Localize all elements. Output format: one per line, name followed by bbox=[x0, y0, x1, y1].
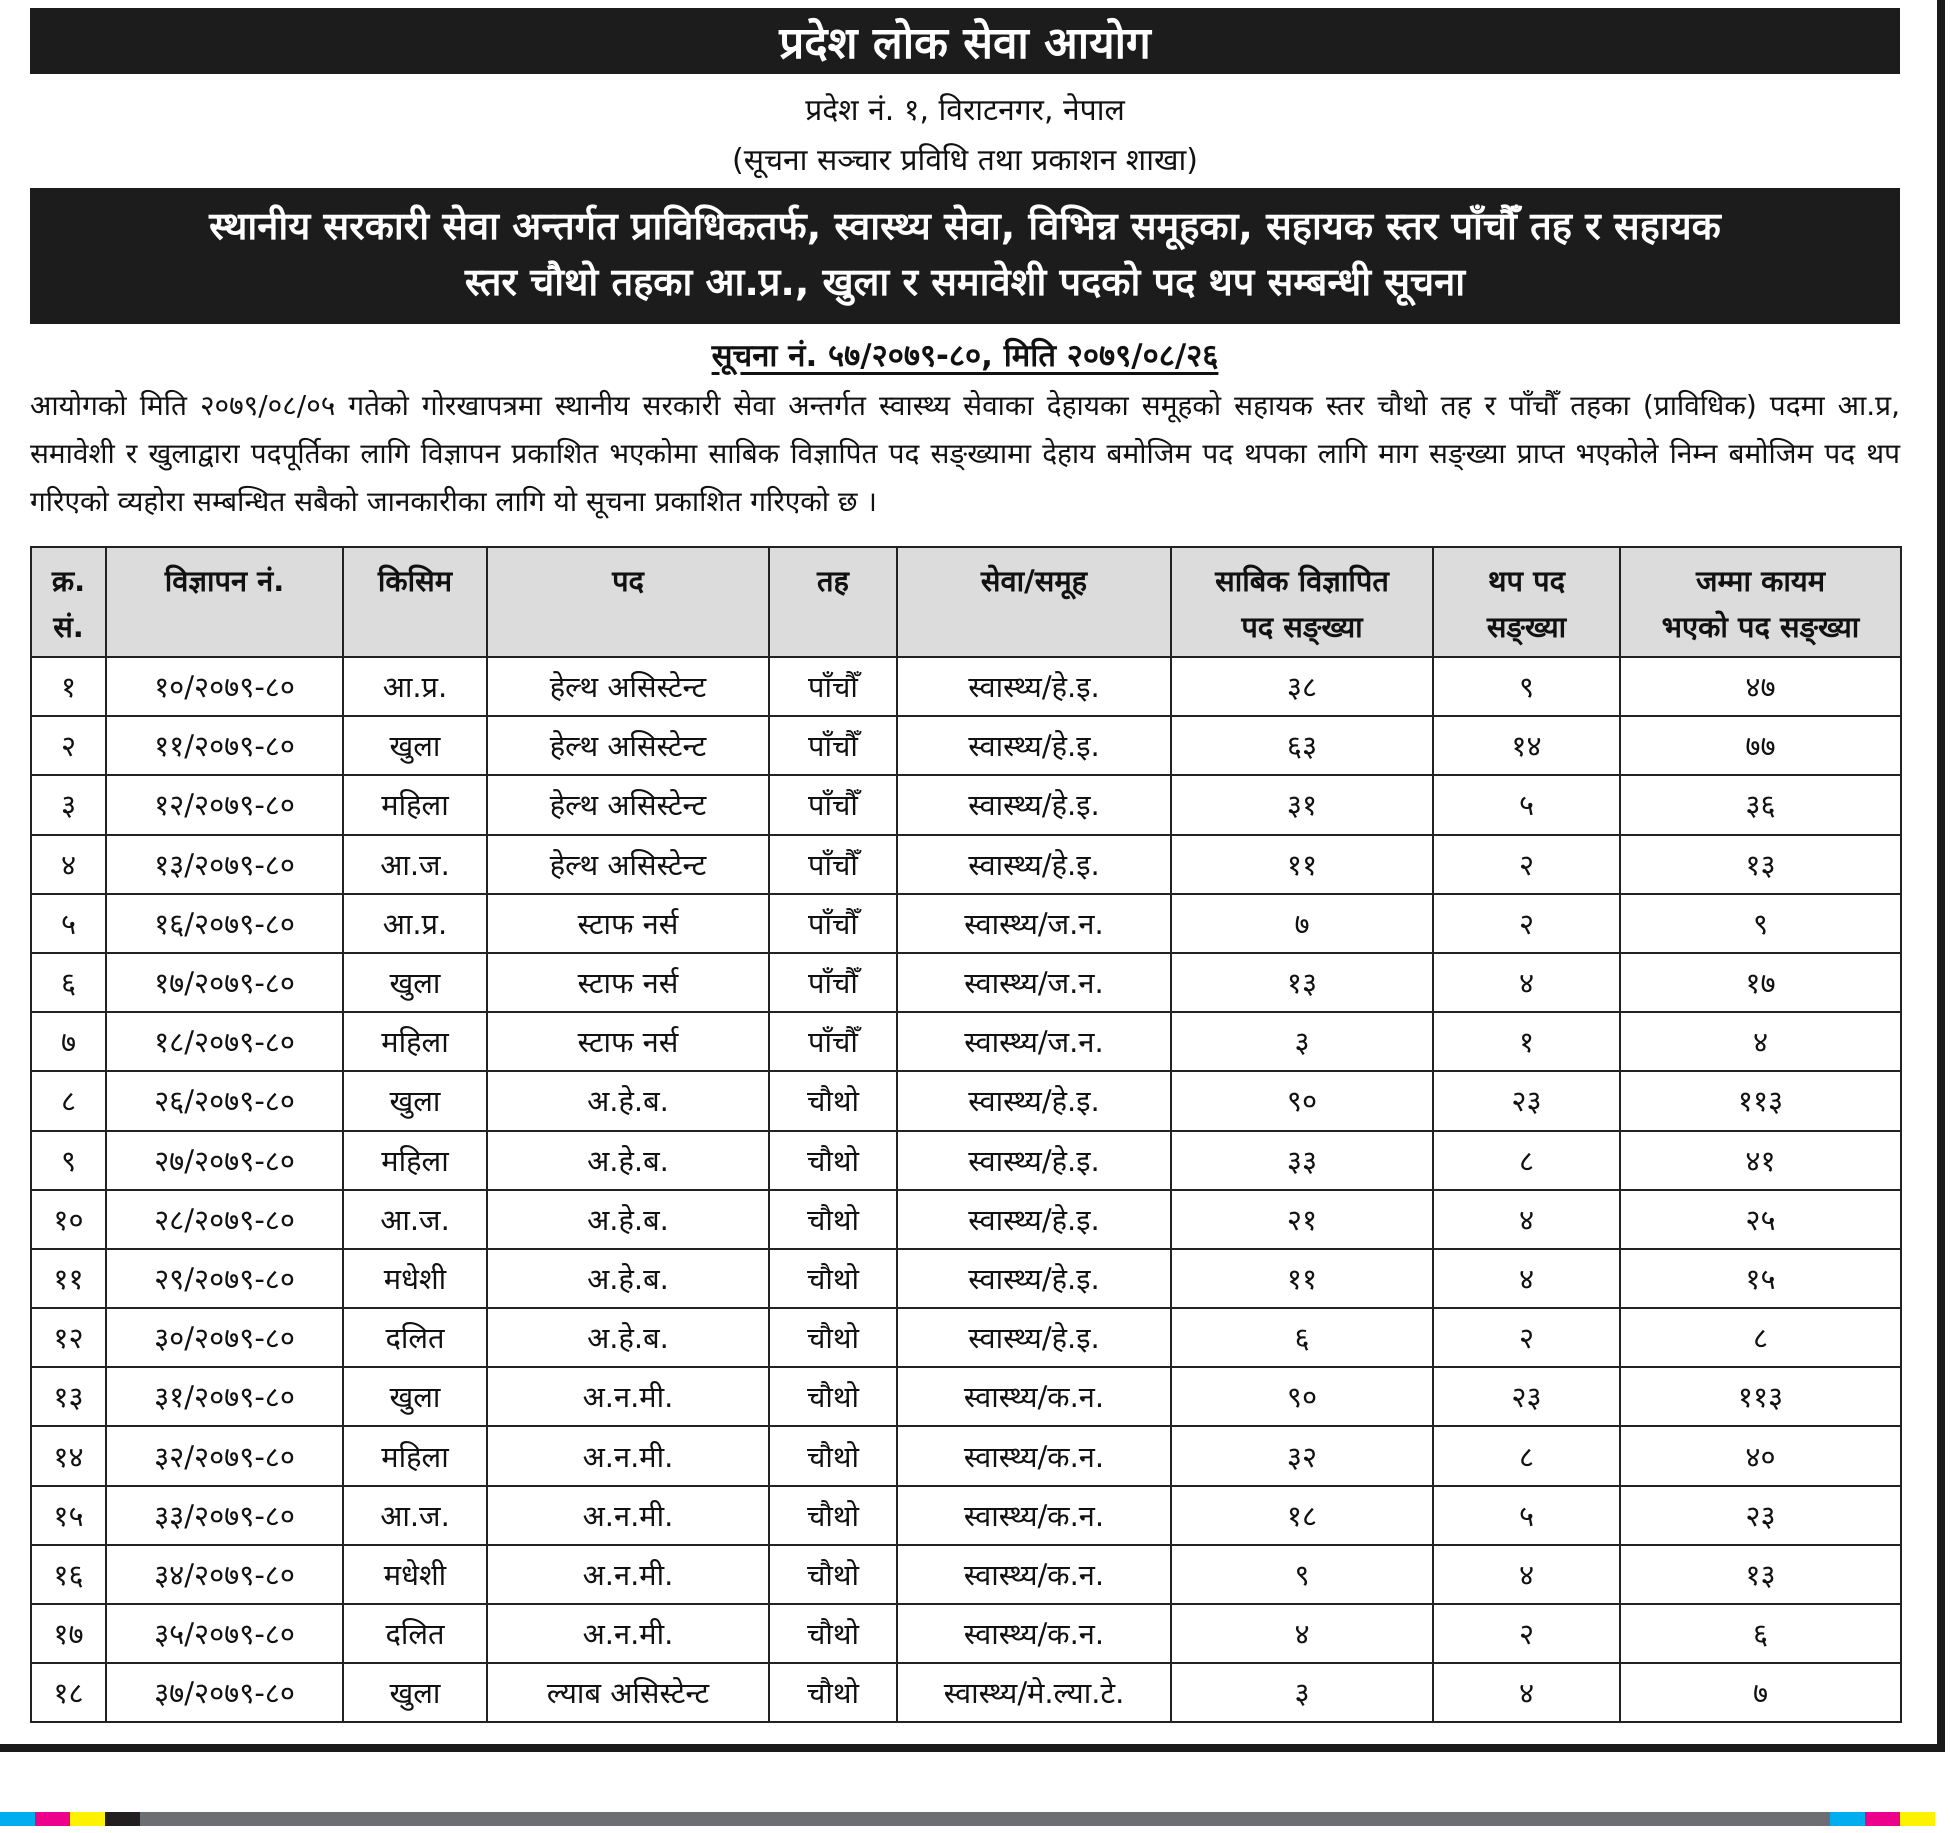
sn-cell: १२ bbox=[31, 1308, 106, 1367]
sn-cell: १६ bbox=[31, 1545, 106, 1604]
previous-posts-cell: ६३ bbox=[1171, 716, 1433, 775]
sn-cell: १३ bbox=[31, 1367, 106, 1426]
previous-posts-cell: ३८ bbox=[1171, 657, 1433, 716]
level-cell: चौथो bbox=[769, 1308, 897, 1367]
level-cell: पाँचौँ bbox=[769, 657, 897, 716]
previous-posts-cell: ९० bbox=[1171, 1367, 1433, 1426]
previous-posts-cell: ७ bbox=[1171, 894, 1433, 953]
color-swatch bbox=[70, 1812, 105, 1826]
category-cell: खुला bbox=[343, 1071, 487, 1130]
total-posts-cell: ४० bbox=[1620, 1426, 1901, 1485]
sn-cell: ९ bbox=[31, 1131, 106, 1190]
category-header bbox=[343, 547, 487, 657]
previous-posts-cell: ९० bbox=[1171, 1071, 1433, 1130]
added-posts-header bbox=[1433, 547, 1620, 657]
added-posts-cell: २ bbox=[1433, 1308, 1620, 1367]
total-posts-cell: ९ bbox=[1620, 894, 1901, 953]
header-label-line2: सङ्ख्या bbox=[1486, 610, 1567, 644]
table-row bbox=[31, 1604, 1901, 1663]
category-cell: खुला bbox=[343, 1663, 487, 1722]
category-cell: मधेशी bbox=[343, 1249, 487, 1308]
level-header bbox=[769, 547, 897, 657]
service-group-cell: स्वास्थ्य/हे.इ. bbox=[897, 716, 1171, 775]
table-body bbox=[31, 657, 1901, 1722]
table-row bbox=[31, 1071, 1901, 1130]
notice-body: आयोगको मिति २०७९/०८/०५ गतेको गोरखापत्रमा स्थानीय सरकारी सेवा अन्तर्गत स्वास्थ्य सेवाका देहायका समूहको सहायक स्तर चौथो तह र पाँचौँ तहका (प्राविधिक) पदमा आ.प्र, समावेशी र खुलाद्वारा पदपूर्तिका लागि विज्ञापन प्रकाशित भएकोमा साबिक विज्ञापित पद सङ्ख्यामा देहाय बमोजिम पद थपका लागि माग सङ्ख्या प्राप्त भएकोले निम्न बमोजिम पद थप गरिएको व्यहोरा सम्बन्धित सबैको जानकारीका लागि यो सूचना प्रकाशित गरिएको छ । bbox=[30, 389, 1900, 518]
service-group-cell: स्वास्थ्य/मे.ल्या.टे. bbox=[897, 1663, 1171, 1722]
post-cell: अ.न.मी. bbox=[487, 1367, 769, 1426]
service-group-cell: स्वास्थ्य/क.न. bbox=[897, 1604, 1171, 1663]
table-row bbox=[31, 1131, 1901, 1190]
previous-posts-cell: ४ bbox=[1171, 1604, 1433, 1663]
level-cell: पाँचौँ bbox=[769, 1012, 897, 1071]
header-label-line2: भएको पद सङ्ख्या bbox=[1661, 610, 1860, 644]
advert-no-cell: १०/२०७९-८० bbox=[106, 657, 343, 716]
category-cell: महिला bbox=[343, 1131, 487, 1190]
level-cell: चौथो bbox=[769, 1249, 897, 1308]
post-cell: स्टाफ नर्स bbox=[487, 894, 769, 953]
previous-posts-cell: ३३ bbox=[1171, 1131, 1433, 1190]
added-posts-cell: ५ bbox=[1433, 1486, 1620, 1545]
sn-cell: ३ bbox=[31, 775, 106, 834]
header-label: साबिक विज्ञापित bbox=[1215, 564, 1389, 598]
header-label: तह bbox=[817, 564, 849, 598]
level-cell: चौथो bbox=[769, 1190, 897, 1249]
total-posts-cell: ४ bbox=[1620, 1012, 1901, 1071]
total-posts-cell: २५ bbox=[1620, 1190, 1901, 1249]
category-cell: आ.प्र. bbox=[343, 894, 487, 953]
previous-posts-cell: ३ bbox=[1171, 1663, 1433, 1722]
header-label: विज्ञापन नं. bbox=[164, 564, 285, 598]
previous-posts-cell: ३१ bbox=[1171, 775, 1433, 834]
previous-posts-header bbox=[1171, 547, 1433, 657]
post-cell: अ.हे.ब. bbox=[487, 1190, 769, 1249]
total-posts-cell: ८ bbox=[1620, 1308, 1901, 1367]
advert-no-cell: १३/२०७९-८० bbox=[106, 835, 343, 894]
added-posts-cell: २ bbox=[1433, 894, 1620, 953]
branch-name: (सूचना सञ्चार प्रविधि तथा प्रकाशन शाखा) bbox=[731, 143, 1198, 178]
level-cell: चौथो bbox=[769, 1604, 897, 1663]
notice-subject bbox=[30, 188, 1900, 324]
table-row bbox=[31, 716, 1901, 775]
color-swatch bbox=[0, 1812, 35, 1826]
table-header-row bbox=[31, 547, 1901, 657]
service-group-cell: स्वास्थ्य/क.न. bbox=[897, 1486, 1171, 1545]
notice-subject-line2: स्तर चौथो तहका आ.प्र., खुला र समावेशी पदको पद थप सम्बन्धी सूचना bbox=[464, 260, 1466, 304]
post-cell: हेल्थ असिस्टेन्ट bbox=[487, 657, 769, 716]
advert-no-cell: १२/२०७९-८० bbox=[106, 775, 343, 834]
level-cell: चौथो bbox=[769, 1545, 897, 1604]
post-cell: अ.न.मी. bbox=[487, 1426, 769, 1485]
advert-no-cell: ३२/२०७९-८० bbox=[106, 1426, 343, 1485]
category-cell: दलित bbox=[343, 1604, 487, 1663]
added-posts-cell: २३ bbox=[1433, 1071, 1620, 1130]
notice-number-text: सूचना नं. ५७/२०७९-८०, मिति २०७९/०८/२६ bbox=[711, 338, 1219, 374]
advert-no-cell: ३१/२०७९-८० bbox=[106, 1367, 343, 1426]
previous-posts-cell: ३२ bbox=[1171, 1426, 1433, 1485]
added-posts-cell: २ bbox=[1433, 835, 1620, 894]
category-cell: आ.प्र. bbox=[343, 657, 487, 716]
advert-no-cell: ११/२०७९-८० bbox=[106, 716, 343, 775]
header-label: सेवा/समूह bbox=[980, 564, 1088, 598]
service-group-cell: स्वास्थ्य/क.न. bbox=[897, 1545, 1171, 1604]
sn-cell: ११ bbox=[31, 1249, 106, 1308]
advert-no-cell: ३७/२०७९-८० bbox=[106, 1663, 343, 1722]
category-cell: महिला bbox=[343, 1012, 487, 1071]
table-row bbox=[31, 1308, 1901, 1367]
level-cell: चौथो bbox=[769, 1367, 897, 1426]
post-header bbox=[487, 547, 769, 657]
post-cell: अ.न.मी. bbox=[487, 1486, 769, 1545]
post-cell: अ.हे.ब. bbox=[487, 1249, 769, 1308]
level-cell: चौथो bbox=[769, 1663, 897, 1722]
added-posts-cell: ४ bbox=[1433, 1190, 1620, 1249]
category-cell: खुला bbox=[343, 716, 487, 775]
table-row bbox=[31, 1249, 1901, 1308]
category-cell: आ.ज. bbox=[343, 835, 487, 894]
service-group-cell: स्वास्थ्य/हे.इ. bbox=[897, 657, 1171, 716]
header-label: क्र. bbox=[51, 564, 86, 598]
advert-no-header bbox=[106, 547, 343, 657]
added-posts-cell: १ bbox=[1433, 1012, 1620, 1071]
level-cell: चौथो bbox=[769, 1071, 897, 1130]
header-label: किसिम bbox=[377, 564, 453, 598]
total-posts-cell: ६ bbox=[1620, 1604, 1901, 1663]
service-group-header bbox=[897, 547, 1171, 657]
service-group-cell: स्वास्थ्य/हे.इ. bbox=[897, 1190, 1171, 1249]
service-group-cell: स्वास्थ्य/हे.इ. bbox=[897, 1071, 1171, 1130]
total-posts-cell: ७ bbox=[1620, 1663, 1901, 1722]
service-group-cell: स्वास्थ्य/क.न. bbox=[897, 1426, 1171, 1485]
table-row bbox=[31, 953, 1901, 1012]
color-swatch bbox=[105, 1812, 140, 1826]
total-posts-cell: १३ bbox=[1620, 835, 1901, 894]
added-posts-cell: ४ bbox=[1433, 1663, 1620, 1722]
color-swatch bbox=[140, 1812, 1830, 1826]
category-cell: खुला bbox=[343, 953, 487, 1012]
total-posts-cell: २३ bbox=[1620, 1486, 1901, 1545]
service-group-cell: स्वास्थ्य/हे.इ. bbox=[897, 1308, 1171, 1367]
previous-posts-cell: ११ bbox=[1171, 835, 1433, 894]
header-label: थप पद bbox=[1488, 564, 1565, 598]
service-group-cell: स्वास्थ्य/ज.न. bbox=[897, 1012, 1171, 1071]
post-cell: अ.हे.ब. bbox=[487, 1071, 769, 1130]
post-cell: हेल्थ असिस्टेन्ट bbox=[487, 835, 769, 894]
total-posts-cell: १७ bbox=[1620, 953, 1901, 1012]
post-cell: ल्याब असिस्टेन्ट bbox=[487, 1663, 769, 1722]
sn-cell: ८ bbox=[31, 1071, 106, 1130]
total-posts-cell: ११३ bbox=[1620, 1367, 1901, 1426]
table-row bbox=[31, 1486, 1901, 1545]
notice-number bbox=[30, 334, 1900, 376]
color-swatch bbox=[1865, 1812, 1900, 1826]
table-row bbox=[31, 1367, 1901, 1426]
table-row bbox=[31, 775, 1901, 834]
added-posts-cell: २ bbox=[1433, 1604, 1620, 1663]
table-row bbox=[31, 894, 1901, 953]
advert-no-cell: २९/२०७९-८० bbox=[106, 1249, 343, 1308]
previous-posts-cell: ६ bbox=[1171, 1308, 1433, 1367]
advert-no-cell: ३५/२०७९-८० bbox=[106, 1604, 343, 1663]
level-cell: पाँचौँ bbox=[769, 775, 897, 834]
level-cell: पाँचौँ bbox=[769, 953, 897, 1012]
sn-cell: १० bbox=[31, 1190, 106, 1249]
added-posts-cell: ५ bbox=[1433, 775, 1620, 834]
previous-posts-cell: १८ bbox=[1171, 1486, 1433, 1545]
sn-cell: ६ bbox=[31, 953, 106, 1012]
level-cell: पाँचौँ bbox=[769, 716, 897, 775]
category-cell: खुला bbox=[343, 1367, 487, 1426]
post-cell: हेल्थ असिस्टेन्ट bbox=[487, 716, 769, 775]
post-cell: अ.न.मी. bbox=[487, 1604, 769, 1663]
added-posts-cell: ४ bbox=[1433, 953, 1620, 1012]
header-label-line2: सं. bbox=[53, 610, 84, 644]
category-cell: मधेशी bbox=[343, 1545, 487, 1604]
service-group-cell: स्वास्थ्य/हे.इ. bbox=[897, 835, 1171, 894]
table-row bbox=[31, 1426, 1901, 1485]
previous-posts-cell: ११ bbox=[1171, 1249, 1433, 1308]
total-posts-cell: १३ bbox=[1620, 1545, 1901, 1604]
color-swatch bbox=[35, 1812, 70, 1826]
table-row bbox=[31, 657, 1901, 716]
header-label: जम्मा कायम bbox=[1695, 564, 1826, 598]
advert-no-cell: ३४/२०७९-८० bbox=[106, 1545, 343, 1604]
previous-posts-cell: ९ bbox=[1171, 1545, 1433, 1604]
post-cell: अ.हे.ब. bbox=[487, 1131, 769, 1190]
total-posts-cell: ७७ bbox=[1620, 716, 1901, 775]
sn-cell: ५ bbox=[31, 894, 106, 953]
table-row bbox=[31, 835, 1901, 894]
previous-posts-cell: २१ bbox=[1171, 1190, 1433, 1249]
previous-posts-cell: ३ bbox=[1171, 1012, 1433, 1071]
header-label-line2: पद सङ्ख्या bbox=[1241, 610, 1363, 644]
added-posts-cell: ४ bbox=[1433, 1249, 1620, 1308]
added-posts-cell: ८ bbox=[1433, 1426, 1620, 1485]
table-row bbox=[31, 1190, 1901, 1249]
advert-no-cell: ३०/२०७९-८० bbox=[106, 1308, 343, 1367]
service-group-cell: स्वास्थ्य/हे.इ. bbox=[897, 1131, 1171, 1190]
total-posts-cell: ३६ bbox=[1620, 775, 1901, 834]
posts-table bbox=[30, 546, 1902, 1723]
post-cell: स्टाफ नर्स bbox=[487, 1012, 769, 1071]
added-posts-cell: ८ bbox=[1433, 1131, 1620, 1190]
color-swatch bbox=[1830, 1812, 1865, 1826]
header-label: पद bbox=[612, 564, 644, 598]
level-cell: चौथो bbox=[769, 1486, 897, 1545]
service-group-cell: स्वास्थ्य/ज.न. bbox=[897, 953, 1171, 1012]
sn-cell: १ bbox=[31, 657, 106, 716]
sn-cell: १८ bbox=[31, 1663, 106, 1722]
table-row bbox=[31, 1663, 1901, 1722]
advert-no-cell: १८/२०७९-८० bbox=[106, 1012, 343, 1071]
advert-no-cell: २६/२०७९-८० bbox=[106, 1071, 343, 1130]
category-cell: महिला bbox=[343, 1426, 487, 1485]
table-row bbox=[31, 1545, 1901, 1604]
sn-cell: २ bbox=[31, 716, 106, 775]
advert-no-cell: १६/२०७९-८० bbox=[106, 894, 343, 953]
commission-address: प्रदेश नं. १, विराटनगर, नेपाल bbox=[805, 93, 1125, 128]
service-group-cell: स्वास्थ्य/हे.इ. bbox=[897, 775, 1171, 834]
sn-cell: १७ bbox=[31, 1604, 106, 1663]
post-cell: हेल्थ असिस्टेन्ट bbox=[487, 775, 769, 834]
service-group-cell: स्वास्थ्य/क.न. bbox=[897, 1367, 1171, 1426]
previous-posts-cell: १३ bbox=[1171, 953, 1433, 1012]
post-cell: स्टाफ नर्स bbox=[487, 953, 769, 1012]
added-posts-cell: १४ bbox=[1433, 716, 1620, 775]
notice-subject-line1: स्थानीय सरकारी सेवा अन्तर्गत प्राविधिकतर्फ, स्वास्थ्य सेवा, विभिन्न समूहका, सहायक स्तर पाँचौँ तह र सहायक bbox=[209, 204, 1721, 248]
category-cell: दलित bbox=[343, 1308, 487, 1367]
total-posts-cell: १५ bbox=[1620, 1249, 1901, 1308]
advert-no-cell: १७/२०७९-८० bbox=[106, 953, 343, 1012]
service-group-cell: स्वास्थ्य/ज.न. bbox=[897, 894, 1171, 953]
category-cell: महिला bbox=[343, 775, 487, 834]
sn-cell: १४ bbox=[31, 1426, 106, 1485]
advert-no-cell: २७/२०७९-८० bbox=[106, 1131, 343, 1190]
sn-header bbox=[31, 547, 106, 657]
sn-cell: ४ bbox=[31, 835, 106, 894]
sn-cell: ७ bbox=[31, 1012, 106, 1071]
sn-cell: १५ bbox=[31, 1486, 106, 1545]
total-posts-cell: ४७ bbox=[1620, 657, 1901, 716]
advert-no-cell: ३३/२०७९-८० bbox=[106, 1486, 343, 1545]
commission-title: प्रदेश लोक सेवा आयोग bbox=[30, 8, 1900, 74]
category-cell: आ.ज. bbox=[343, 1486, 487, 1545]
post-cell: अ.न.मी. bbox=[487, 1545, 769, 1604]
total-posts-cell: ४१ bbox=[1620, 1131, 1901, 1190]
category-cell: आ.ज. bbox=[343, 1190, 487, 1249]
level-cell: पाँचौँ bbox=[769, 835, 897, 894]
added-posts-cell: ४ bbox=[1433, 1545, 1620, 1604]
total-posts-header bbox=[1620, 547, 1901, 657]
added-posts-cell: २३ bbox=[1433, 1367, 1620, 1426]
total-posts-cell: ११३ bbox=[1620, 1071, 1901, 1130]
service-group-cell: स्वास्थ्य/हे.इ. bbox=[897, 1249, 1171, 1308]
table-row bbox=[31, 1012, 1901, 1071]
level-cell: पाँचौँ bbox=[769, 894, 897, 953]
advert-no-cell: २८/२०७९-८० bbox=[106, 1190, 343, 1249]
added-posts-cell: ९ bbox=[1433, 657, 1620, 716]
level-cell: चौथो bbox=[769, 1426, 897, 1485]
level-cell: चौथो bbox=[769, 1131, 897, 1190]
post-cell: अ.हे.ब. bbox=[487, 1308, 769, 1367]
color-swatch bbox=[1900, 1812, 1935, 1826]
